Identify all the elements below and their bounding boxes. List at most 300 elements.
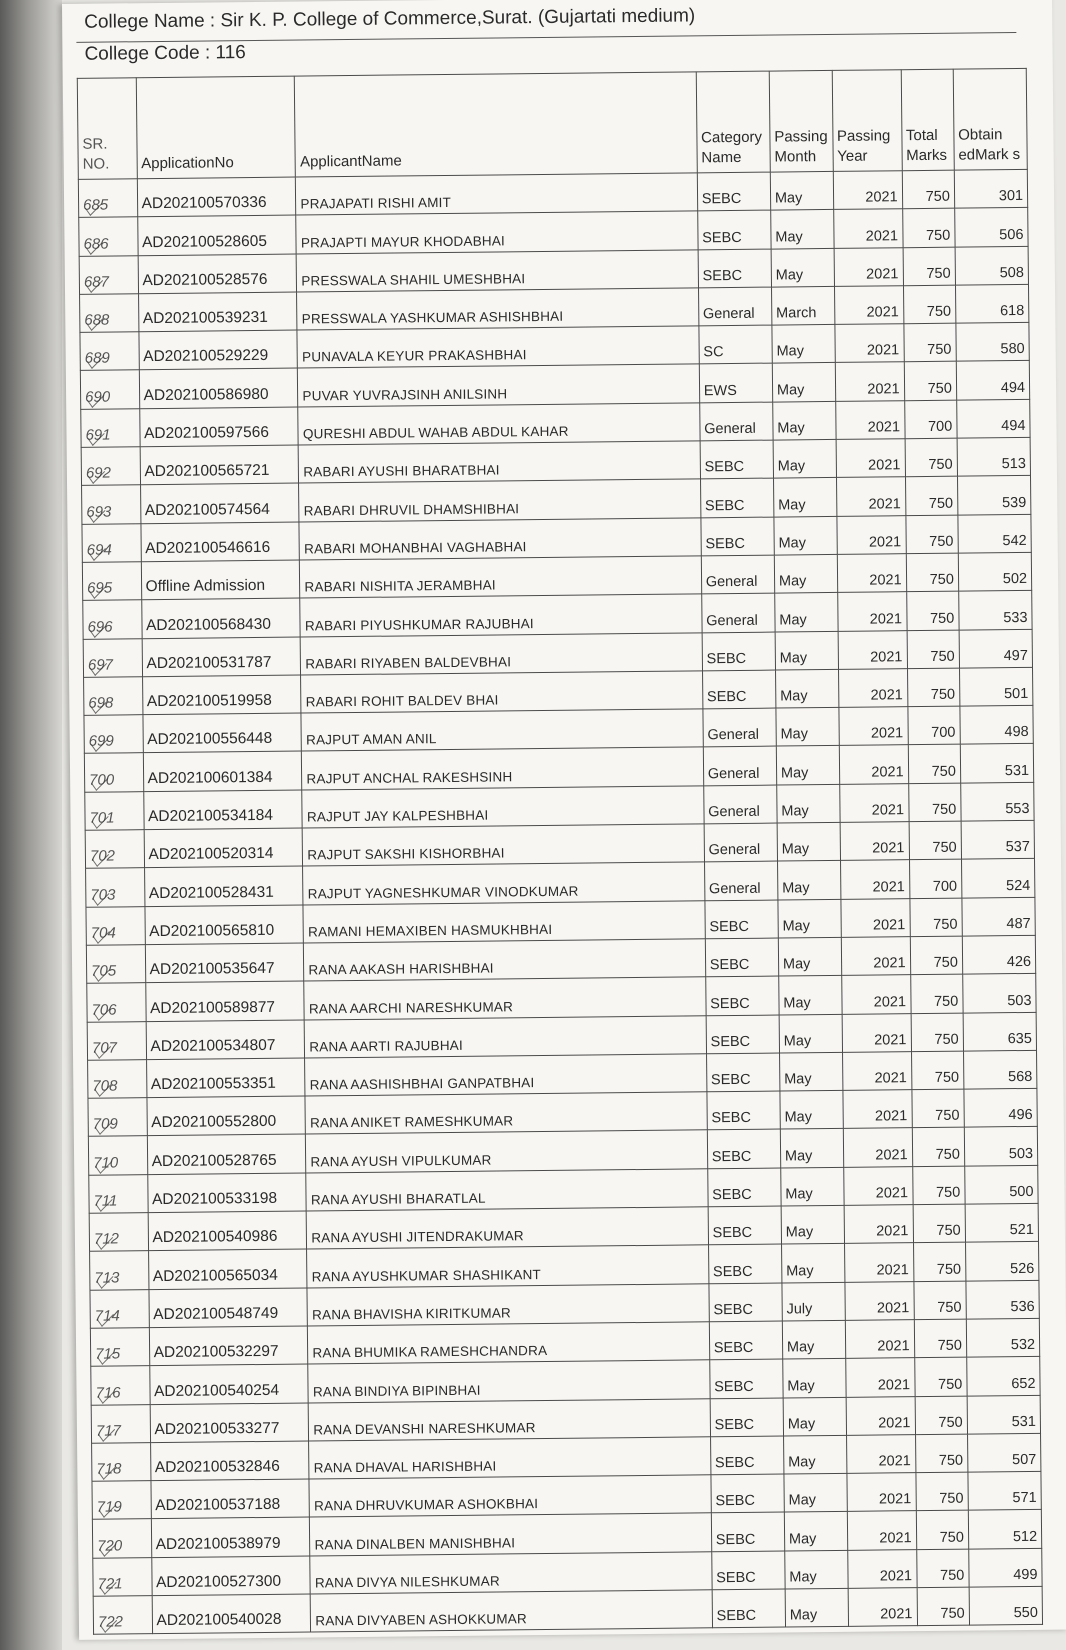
applicant-name-cell: RANA AYUSHKUMAR SHASHIKANT [307, 1245, 709, 1287]
col-passing-year: Passing Year [832, 70, 902, 172]
sr-no-text: 693 [86, 503, 112, 521]
application-no-cell: AD202100589877 [145, 981, 304, 1021]
total-marks-cell: 750 [911, 1051, 964, 1090]
category-cell: General [698, 287, 772, 326]
document-sheet [62, 0, 1066, 1640]
passing-year-cell: 2021 [843, 1128, 912, 1167]
application-no-cell: AD202100565721 [140, 445, 299, 485]
sr-no-cell [92, 1519, 151, 1558]
col-category: Category Name [696, 71, 770, 173]
obtained-marks-cell: 508 [955, 246, 1029, 285]
passing-month-cell: May [778, 899, 841, 938]
category-cell: SEBC [705, 976, 779, 1015]
obtained-marks-cell: 497 [959, 629, 1033, 668]
passing-month-cell: May [773, 440, 836, 479]
passing-month-cell: May [779, 1052, 842, 1091]
applicant-name-cell: PRAJAPTI MAYUR KHODABHAI [296, 211, 698, 253]
obtained-marks-cell: 550 [969, 1586, 1043, 1625]
obtained-marks-cell: 487 [962, 897, 1036, 936]
applicant-name-cell: PUVAR YUVRAJSINH ANILSINH [298, 364, 700, 406]
sr-no-cell [80, 370, 139, 409]
obtained-marks-cell: 501 [959, 667, 1033, 706]
passing-year-cell: 2021 [845, 1320, 914, 1359]
obtained-marks-cell: 539 [957, 476, 1031, 515]
passing-month-cell: May [785, 1588, 848, 1627]
total-marks-cell: 750 [910, 936, 963, 975]
category-cell: SEBC [707, 1091, 781, 1130]
passing-year-cell: 2021 [841, 975, 910, 1014]
passing-month-cell: May [777, 784, 840, 823]
sr-no-cell [86, 906, 145, 945]
passing-month-cell: May [776, 708, 839, 747]
sr-no-cell [79, 255, 138, 294]
sr-no-text: 711 [93, 1192, 118, 1210]
applicant-name-cell: RAJPUT SAKSHI KISHORBHAI [303, 824, 705, 866]
col-applicant-name: ApplicantName [295, 72, 697, 177]
sr-no-cell [84, 753, 143, 792]
category-cell: SEBC [710, 1398, 784, 1437]
sr-no-cell [90, 1289, 149, 1328]
passing-year-cell: 2021 [834, 286, 903, 325]
application-no-cell: AD202100537188 [150, 1479, 309, 1519]
sr-no-text: 701 [89, 809, 115, 827]
applicant-name-cell: RANA DHRUVKUMAR ASHOKBHAI [309, 1475, 711, 1517]
applicant-name-cell: RANA DEVANSHI NARESHKUMAR [309, 1398, 711, 1440]
total-marks-cell: 750 [915, 1396, 968, 1435]
passing-month-cell: May [776, 746, 839, 785]
passing-year-cell: 2021 [845, 1358, 914, 1397]
obtained-marks-cell: 496 [964, 1088, 1038, 1127]
category-cell: SEBC [702, 632, 776, 671]
sr-no-text: 705 [91, 962, 117, 980]
col-total-marks: Total Marks [901, 69, 954, 171]
sr-no-cell [85, 830, 144, 869]
passing-month-cell: May [771, 210, 834, 249]
passing-month-cell: May [780, 1129, 843, 1168]
category-cell: General [704, 823, 778, 862]
passing-month-cell: May [784, 1473, 847, 1512]
applicant-name-cell: QURESHI ABDUL WAHAB ABDUL KAHAR [298, 403, 700, 445]
passing-year-cell: 2021 [839, 745, 908, 784]
category-cell: SEBC [697, 210, 771, 249]
sr-no-text: 713 [94, 1269, 120, 1287]
passing-year-cell: 2021 [836, 515, 905, 554]
obtained-marks-cell: 542 [958, 514, 1032, 553]
passing-month-cell: May [784, 1512, 847, 1551]
passing-month-cell: May [778, 937, 841, 976]
passing-year-cell: 2021 [846, 1396, 915, 1435]
total-marks-cell: 750 [909, 898, 962, 937]
category-cell: SEBC [711, 1474, 785, 1513]
passing-year-cell: 2021 [839, 783, 908, 822]
passing-year-cell: 2021 [836, 477, 905, 516]
sr-no-cell [85, 791, 144, 830]
sr-no-cell [88, 1136, 147, 1175]
sr-no-text: 704 [90, 924, 116, 942]
sr-no-text: 721 [97, 1575, 123, 1593]
sr-no-text: 722 [97, 1613, 124, 1631]
passing-year-cell: 2021 [838, 630, 907, 669]
sr-no-text: 714 [94, 1307, 120, 1325]
category-cell: SEBC [705, 938, 779, 977]
sr-no-text: 710 [93, 1154, 119, 1172]
sr-no-cell [80, 294, 139, 333]
sr-no-text: 700 [89, 771, 115, 789]
applicant-name-cell: RAJPUT YAGNESHKUMAR VINODKUMAR [303, 862, 705, 904]
category-cell: SEBC [709, 1359, 783, 1398]
passing-year-cell: 2021 [840, 822, 909, 861]
application-no-cell: AD202100570336 [137, 177, 296, 217]
category-cell: SEBC [701, 517, 775, 556]
application-no-cell: AD202100532846 [150, 1441, 309, 1481]
applicant-name-cell: RANA AYUSHI BHARATLAL [306, 1169, 708, 1211]
sr-no-cell [86, 945, 145, 984]
obtained-marks-cell: 498 [960, 706, 1034, 745]
applicant-name-cell: RAMANI HEMAXIBEN HASMUKHBHAI [303, 900, 705, 942]
applicant-name-cell: RANA AAKASH HARISHBHAI [304, 939, 706, 981]
sr-no-text: 691 [85, 426, 111, 444]
obtained-marks-cell: 553 [960, 782, 1034, 821]
obtained-marks-cell: 531 [960, 744, 1034, 783]
sr-no-cell [88, 1098, 147, 1137]
passing-month-cell: May [781, 1244, 844, 1283]
application-no-cell: AD202100540028 [152, 1594, 311, 1634]
sr-no-cell [88, 1060, 147, 1099]
passing-year-cell: 2021 [843, 1166, 912, 1205]
application-no-cell: AD202100553351 [146, 1058, 305, 1098]
sr-no-text: 699 [88, 732, 114, 751]
application-no-cell: AD202100565810 [144, 905, 303, 945]
passing-year-cell: 2021 [840, 860, 909, 899]
category-cell: General [703, 785, 777, 824]
obtained-marks-cell: 507 [967, 1433, 1041, 1472]
passing-year-cell: 2021 [836, 439, 905, 478]
total-marks-cell: 750 [905, 515, 958, 554]
total-marks-cell: 750 [903, 323, 956, 362]
passing-year-cell: 2021 [837, 592, 906, 631]
application-no-cell: AD202100601384 [143, 751, 302, 791]
category-cell: SEBC [707, 1168, 781, 1207]
obtained-marks-cell: 533 [958, 591, 1032, 630]
application-no-cell: AD202100520314 [144, 828, 303, 868]
applicant-name-cell: RABARI AYUSHI BHARATBHAI [299, 441, 701, 483]
total-marks-cell: 750 [914, 1357, 967, 1396]
applicant-name-cell: PRAJAPATI RISHI AMIT [296, 173, 698, 215]
sr-no-cell [78, 179, 137, 218]
sr-no-text: 688 [84, 311, 110, 329]
sr-no-cell [82, 485, 141, 524]
obtained-marks-cell: 524 [961, 859, 1035, 898]
applicant-name-cell: RABARI ROHIT BALDEV BHAI [301, 671, 703, 713]
total-marks-cell: 750 [911, 1089, 964, 1128]
sr-no-text: 715 [95, 1345, 121, 1363]
passing-year-cell: 2021 [841, 937, 910, 976]
passing-year-cell: 2021 [833, 171, 902, 210]
total-marks-cell: 750 [903, 247, 956, 286]
total-marks-cell: 750 [908, 783, 961, 822]
category-cell: SEBC [705, 900, 779, 939]
category-cell: SEBC [706, 1053, 780, 1092]
application-no-cell: AD202100527300 [151, 1556, 310, 1596]
obtained-marks-cell: 652 [967, 1357, 1041, 1396]
passing-month-cell: May [779, 976, 842, 1015]
applicant-name-cell: PUNAVALA KEYUR PRAKASHBHAI [297, 326, 699, 368]
application-no-cell: AD202100552800 [146, 1096, 305, 1136]
applicant-name-cell: RANA AASHISHBHAI GANPATBHAI [305, 1054, 707, 1096]
sr-no-text: 707 [91, 1039, 118, 1057]
sr-no-cell [91, 1366, 150, 1405]
passing-year-cell: 2021 [846, 1434, 915, 1473]
sr-no-text: 719 [96, 1498, 122, 1517]
category-cell: SEBC [711, 1512, 785, 1551]
passing-year-cell: 2021 [842, 1051, 911, 1090]
application-no-cell: AD202100565034 [148, 1249, 307, 1289]
obtained-marks-cell: 502 [958, 552, 1032, 591]
sr-no-cell [83, 600, 142, 639]
passing-year-cell: 2021 [834, 324, 903, 363]
passing-month-cell: May [781, 1167, 844, 1206]
obtained-marks-cell: 521 [965, 1203, 1039, 1242]
passing-year-cell: 2021 [838, 669, 907, 708]
obtained-marks-cell: 503 [962, 974, 1036, 1013]
passing-month-cell: May [783, 1359, 846, 1398]
col-passing-month: Passing Month [769, 70, 833, 172]
obtained-marks-cell: 301 [954, 169, 1028, 208]
obtained-marks-cell: 618 [955, 284, 1029, 323]
application-no-cell: AD202100540986 [148, 1211, 307, 1251]
sr-no-cell [82, 523, 141, 562]
passing-month-cell: May [777, 822, 840, 861]
passing-month-cell: May [772, 325, 835, 364]
application-no-cell: AD202100531787 [142, 637, 301, 677]
category-cell: General [699, 402, 773, 441]
category-cell: General [701, 593, 775, 632]
sr-no-text: 698 [88, 694, 114, 712]
passing-month-cell: May [774, 516, 837, 555]
application-no-cell: AD202100538979 [151, 1517, 310, 1557]
applicant-name-cell: RANA DHAVAL HARISHBHAI [309, 1437, 711, 1479]
sr-no-cell [84, 677, 143, 716]
category-cell: SEBC [700, 478, 774, 517]
total-marks-cell: 750 [909, 821, 962, 860]
total-marks-cell: 700 [904, 400, 957, 439]
application-no-cell: AD202100533198 [147, 1173, 306, 1213]
sr-no-text: 718 [96, 1460, 122, 1478]
sr-no-cell [87, 983, 146, 1022]
applicant-name-cell: RAJPUT AMAN ANIL [301, 709, 703, 751]
application-no-cell: AD202100519958 [142, 675, 301, 715]
total-marks-cell: 750 [904, 362, 957, 401]
application-no-cell: AD202100546616 [140, 522, 299, 562]
passing-year-cell: 2021 [844, 1243, 913, 1282]
passing-year-cell: 2021 [834, 247, 903, 286]
total-marks-cell: 750 [914, 1319, 967, 1358]
category-cell: SEBC [708, 1206, 782, 1245]
obtained-marks-cell: 500 [964, 1165, 1038, 1204]
applicant-name-cell: RANA AYUSHI JITENDRAKUMAR [307, 1207, 709, 1249]
applicant-name-cell: RANA AARTI RAJUBHAI [305, 1015, 707, 1057]
category-cell: SEBC [706, 1015, 780, 1054]
category-cell: SEBC [700, 440, 774, 479]
table-header-row [77, 68, 1027, 179]
category-cell: General [703, 747, 777, 786]
sr-no-text: 720 [97, 1537, 123, 1555]
total-marks-cell: 750 [913, 1242, 966, 1281]
sr-no-cell [82, 562, 141, 601]
obtained-marks-cell: 426 [962, 935, 1036, 974]
passing-month-cell: May [777, 861, 840, 900]
total-marks-cell: 750 [912, 1166, 965, 1205]
sr-no-text: 702 [89, 847, 116, 866]
application-no-cell: AD202100597566 [139, 407, 298, 447]
obtained-marks-cell: 526 [965, 1242, 1039, 1281]
college-code: College Code : 116 [84, 42, 246, 65]
passing-year-cell: 2021 [842, 1013, 911, 1052]
passing-month-cell: May [775, 669, 838, 708]
category-cell: SEBC [708, 1244, 782, 1283]
application-no-cell: AD202100548749 [148, 1288, 307, 1328]
passing-month-cell: May [773, 401, 836, 440]
sr-no-cell [93, 1596, 152, 1635]
applicant-name-cell: RANA BHUMIKA RAMESHCHANDRA [308, 1322, 710, 1364]
application-no-cell: AD202100532297 [149, 1326, 308, 1366]
passing-month-cell: May [770, 171, 833, 210]
total-marks-cell: 750 [915, 1472, 968, 1511]
application-no-cell: AD202100534184 [143, 790, 302, 830]
sr-no-text: 703 [90, 886, 116, 904]
sr-no-cell [93, 1557, 152, 1596]
obtained-marks-cell: 531 [967, 1395, 1041, 1434]
total-marks-cell: 750 [906, 591, 959, 630]
col-application-no: ApplicationNo [136, 76, 296, 179]
category-cell: General [701, 555, 775, 594]
total-marks-cell: 750 [916, 1549, 969, 1588]
sr-no-cell [81, 447, 140, 486]
category-cell: EWS [699, 364, 773, 403]
sr-no-cell [79, 217, 138, 256]
application-no-cell: AD202100574564 [140, 483, 299, 523]
obtained-marks-cell: 635 [963, 1012, 1037, 1051]
category-cell: SEBC [698, 249, 772, 288]
category-cell: SC [699, 325, 773, 364]
sr-no-text: 686 [83, 235, 109, 253]
application-no-cell: AD202100534807 [146, 1020, 305, 1060]
application-no-cell: AD202100535647 [145, 943, 304, 983]
sr-no-text: 695 [87, 579, 113, 598]
passing-month-cell: May [783, 1435, 846, 1474]
applicant-name-cell: RANA BHAVISHA KIRITKUMAR [307, 1283, 709, 1325]
application-no-cell: AD202100528431 [144, 866, 303, 906]
category-cell: General [703, 708, 777, 747]
obtained-marks-cell: 494 [956, 361, 1030, 400]
category-cell: SEBC [712, 1589, 786, 1628]
applicant-name-cell: RABARI PIYUSHKUMAR RAJUBHAI [300, 594, 702, 636]
passing-month-cell: May [775, 631, 838, 670]
application-no-cell: AD202100539231 [138, 292, 297, 332]
application-no-cell: AD202100556448 [142, 713, 301, 753]
col-sr-no: SR. NO. [77, 78, 137, 180]
total-marks-cell: 750 [907, 668, 960, 707]
sr-no-text: 692 [85, 464, 112, 483]
category-cell: SEBC [709, 1321, 783, 1360]
obtained-marks-cell: 494 [956, 399, 1030, 438]
obtained-marks-cell: 532 [966, 1318, 1040, 1357]
passing-month-cell: May [781, 1205, 844, 1244]
col-obtained-marks: Obtain edMark s [953, 68, 1027, 170]
category-cell: SEBC [709, 1283, 783, 1322]
applicant-name-cell: RABARI NISHITA JERAMBHAI [300, 556, 702, 598]
total-marks-cell: 700 [907, 706, 960, 745]
application-no-cell: AD202100528576 [138, 254, 297, 294]
category-cell: General [704, 861, 778, 900]
sr-no-text: 706 [91, 1001, 117, 1019]
sr-no-text: 685 [83, 196, 109, 215]
sr-no-cell [89, 1213, 148, 1252]
obtained-marks-cell: 513 [957, 437, 1031, 476]
total-marks-cell: 750 [905, 477, 958, 516]
total-marks-cell: 750 [902, 170, 955, 209]
sr-no-cell [90, 1251, 149, 1290]
applicant-name-cell: RANA AYUSH VIPULKUMAR [306, 1130, 708, 1172]
obtained-marks-cell: 571 [968, 1471, 1042, 1510]
passing-month-cell: July [782, 1282, 845, 1321]
total-marks-cell: 750 [905, 438, 958, 477]
passing-month-cell: May [783, 1397, 846, 1436]
sr-no-text: 697 [87, 656, 114, 674]
obtained-marks-cell: 506 [954, 208, 1028, 247]
applicant-name-cell: RAJPUT ANCHAL RAKESHSINH [302, 747, 704, 789]
passing-month-cell: May [775, 593, 838, 632]
passing-month-cell: May [773, 478, 836, 517]
total-marks-cell: 750 [908, 745, 961, 784]
category-cell: SEBC [707, 1129, 781, 1168]
application-no-cell: AD202100533277 [150, 1402, 309, 1442]
applicant-name-cell: RABARI MOHANBHAI VAGHABHAI [299, 518, 701, 560]
sr-no-text: 716 [95, 1383, 121, 1402]
application-no-cell: AD202100529229 [138, 330, 297, 370]
total-marks-cell: 750 [907, 630, 960, 669]
sr-no-cell [80, 332, 139, 371]
total-marks-cell: 750 [910, 974, 963, 1013]
total-marks-cell: 700 [909, 859, 962, 898]
applicant-name-cell: RANA ANIKET RAMESHKUMAR [305, 1092, 707, 1134]
passing-month-cell: May [785, 1550, 848, 1589]
passing-month-cell: May [772, 363, 835, 402]
passing-year-cell: 2021 [848, 1588, 917, 1627]
sr-no-text: 712 [93, 1230, 120, 1249]
sr-no-text: 694 [86, 541, 112, 559]
application-no-cell: AD202100540254 [149, 1364, 308, 1404]
sr-no-cell [90, 1328, 149, 1367]
obtained-marks-cell: 580 [956, 323, 1030, 362]
passing-year-cell: 2021 [847, 1511, 916, 1550]
sr-no-cell [81, 408, 140, 447]
obtained-marks-cell: 499 [969, 1548, 1043, 1587]
admission-table [77, 68, 1043, 1635]
sr-no-text: 709 [92, 1115, 118, 1134]
applicant-name-cell: PRESSWALA SHAHIL UMESHBHAI [297, 249, 699, 291]
applicant-name-cell: PRESSWALA YASHKUMAR ASHISHBHAI [297, 288, 699, 330]
passing-year-cell: 2021 [838, 707, 907, 746]
sr-no-text: 687 [83, 273, 110, 291]
total-marks-cell: 750 [915, 1434, 968, 1473]
passing-month-cell: May [780, 1091, 843, 1130]
applicant-name-cell: RANA DIVYABEN ASHOKKUMAR [311, 1590, 713, 1632]
passing-year-cell: 2021 [840, 898, 909, 937]
passing-year-cell: 2021 [844, 1205, 913, 1244]
applicant-name-cell: RABARI DHRUVIL DHAMSHIBHAI [299, 479, 701, 521]
passing-month-cell: May [782, 1320, 845, 1359]
